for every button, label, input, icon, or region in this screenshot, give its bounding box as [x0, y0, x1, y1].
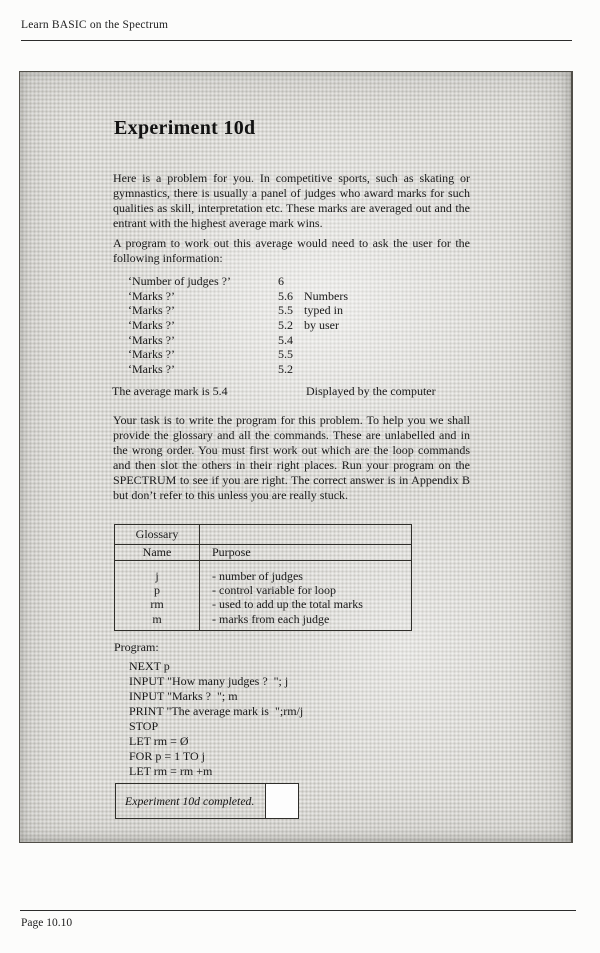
glossary-names-column [115, 561, 200, 630]
page-number: Page 10.10 [21, 917, 73, 929]
code-line: INPUT "How many judges ? "; j [129, 674, 289, 688]
list-item [128, 303, 470, 318]
code-line: INPUT "Marks ? "; m [129, 689, 238, 703]
variable-purpose: - used to add up the total marks [212, 597, 363, 612]
variable-name: p [154, 583, 160, 598]
code-line: FOR p = 1 TO j [129, 749, 206, 763]
scanned-page-area [19, 71, 573, 843]
experiment-completed-box [115, 783, 299, 819]
io-note: typed in [304, 303, 343, 318]
variable-name: rm [150, 597, 164, 612]
io-prompt: ‘Marks ?’ [128, 347, 175, 362]
average-result-line [112, 384, 482, 399]
average-result-text: The average mark is 5.4 [112, 384, 228, 398]
list-item [128, 289, 470, 304]
io-note [304, 333, 470, 348]
program-listing [129, 659, 303, 779]
io-value: 5.4 [278, 332, 293, 347]
io-value: 5.6 [278, 288, 293, 303]
variable-purpose: - number of judges [212, 569, 303, 583]
list-item [128, 333, 470, 348]
average-result-note: Displayed by the computer [306, 384, 436, 398]
variable-name: j [155, 569, 159, 583]
list-item [128, 347, 470, 362]
io-note: by user [304, 318, 339, 333]
code-line: LET rm = Ø [129, 734, 189, 748]
code-line: PRINT "The average mark is ";rm/j [129, 704, 304, 718]
io-value: 5.5 [278, 303, 293, 318]
variable-purpose: - control variable for loop [212, 583, 336, 598]
list-item [128, 274, 470, 289]
column-header-purpose: Purpose [212, 545, 251, 559]
io-note [304, 347, 470, 362]
io-prompt: ‘Marks ?’ [128, 332, 175, 347]
io-note: Numbers [304, 288, 348, 303]
variable-name: m [152, 611, 162, 626]
code-line: LET rm = rm +m [129, 764, 213, 778]
glossary-title: Glossary [115, 525, 200, 544]
io-value: 5.2 [278, 318, 293, 333]
glossary-table [114, 524, 412, 631]
io-prompt: ‘Marks ?’ [128, 318, 175, 333]
header-rule [21, 40, 572, 41]
column-header-name: Name [115, 545, 200, 560]
list-item [128, 362, 470, 377]
task-paragraph: Your task is to write the program for this problem. To help you we shall provide the glossary and all the commands. These are unlabelled and in the wrong order. You must first work out which are the loop commands and then slot the others in their right places. Run your program on the SPECTRUM to see if you are right. The correct answer is in Appendix B but don’t refer to this unless you are really stuck. [113, 413, 470, 502]
code-line: STOP [129, 719, 159, 733]
io-prompt: ‘Marks ?’ [128, 303, 175, 318]
io-prompt: ‘Marks ?’ [128, 362, 175, 377]
intro-paragraph: Here is a problem for you. In competitive sports, such as skating or gymnastics, there is usually a panel of judges who award marks for such qualities as skill, interpretation etc. These marks are averaged out and the entrant with the highest average mark wins. [113, 171, 470, 230]
io-value: 5.5 [278, 347, 293, 362]
glossary-title-spacer [200, 525, 411, 544]
io-note [304, 362, 470, 377]
footer-rule [20, 910, 576, 911]
io-prompt: ‘Number of judges ?’ [128, 274, 231, 288]
running-header: Learn BASIC on the Spectrum [21, 19, 169, 31]
io-prompt: ‘Marks ?’ [128, 288, 175, 303]
program-info-paragraph: A program to work out this average would need to ask the user for the following information: [113, 236, 470, 265]
completion-checkbox [265, 784, 298, 818]
io-note [304, 274, 470, 289]
program-label: Program: [114, 640, 159, 654]
list-item [128, 318, 470, 333]
experiment-completed-label: Experiment 10d completed. [125, 793, 255, 808]
page-title: Experiment 10d [114, 117, 256, 139]
variable-purpose: - marks from each judge [212, 611, 330, 626]
io-value: 6 [278, 274, 284, 288]
judges-input-list [128, 274, 470, 377]
glossary-body [115, 561, 411, 630]
glossary-header-row [115, 545, 411, 561]
io-value: 5.2 [278, 362, 293, 377]
glossary-title-row [115, 525, 411, 545]
glossary-purposes-column [200, 561, 411, 630]
code-line: NEXT p [129, 659, 170, 673]
